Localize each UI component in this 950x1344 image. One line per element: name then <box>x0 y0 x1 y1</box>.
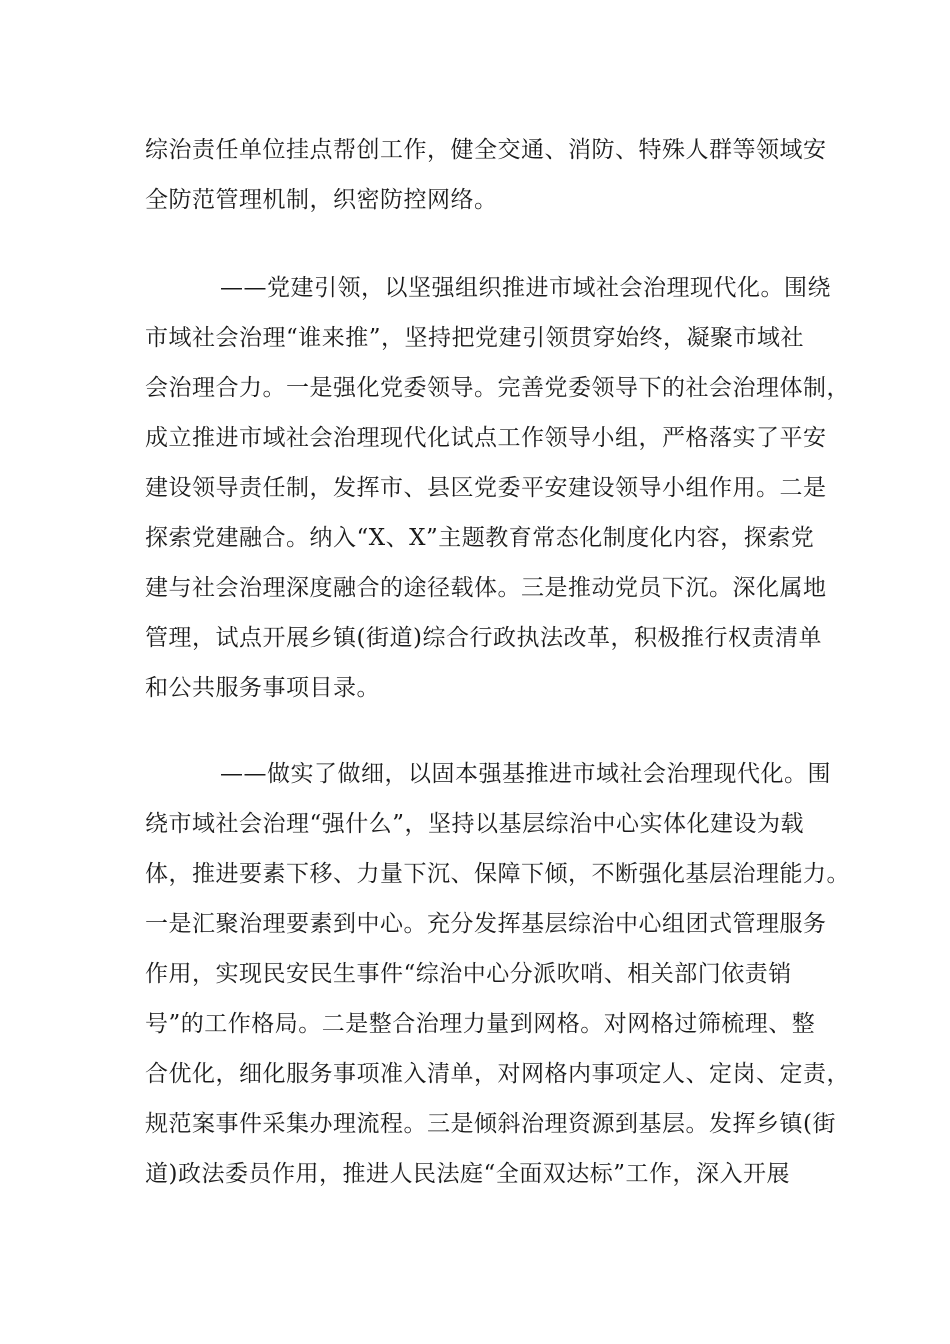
text-line: 综治责任单位挂点帮创工作，健全交通、消防、特殊人群等领域安 <box>145 137 827 163</box>
text-line: 建设领导责任制，发挥市、县区党委平安建设领导小组作用。二是 <box>145 475 827 501</box>
paragraph-heading-line: ——党建引领，以坚强组织推进市域社会治理现代化。围绕 <box>220 275 831 301</box>
paragraph-heading-line: ——做实了做细，以固本强基推进市域社会治理现代化。围 <box>220 761 831 787</box>
text-line: 建与社会治理深度融合的途径载体。三是推动党员下沉。深化属地 <box>145 575 827 601</box>
text-line: 规范案事件采集办理流程。三是倾斜治理资源到基层。发挥乡镇(街 <box>145 1111 836 1137</box>
text-line: 和公共服务事项目录。 <box>145 675 380 701</box>
text-line: 全防范管理机制，织密防控网络。 <box>145 187 498 213</box>
text-line: 市域社会治理“谁来推”，坚持把党建引领贯穿始终，凝聚市域社 <box>145 325 805 351</box>
text-line: 绕市域社会治理“强什么”，坚持以基层综治中心实体化建设为载 <box>145 811 805 837</box>
text-line: 成立推进市域社会治理现代化试点工作领导小组，严格落实了平安 <box>145 425 827 451</box>
text-line: 会治理合力。一是强化党委领导。完善党委领导下的社会治理体制， <box>145 375 850 401</box>
text-line: 作用，实现民安民生事件“综治中心分派吹哨、相关部门依责销 <box>145 961 792 987</box>
text-line: 道)政法委员作用，推进人民法庭“全面双达标”工作，深入开展 <box>145 1161 790 1187</box>
text-line: 一是汇聚治理要素到中心。充分发挥基层综治中心组团式管理服务 <box>145 911 827 937</box>
text-line: 探索党建融合。纳入“X、X”主题教育常态化制度化内容，探索党 <box>145 525 815 551</box>
text-line: 体，推进要素下移、力量下沉、保障下倾，不断强化基层治理能力。 <box>145 861 850 887</box>
text-line: 合优化，细化服务事项准入清单，对网格内事项定人、定岗、定责， <box>145 1061 850 1087</box>
text-line: 管理，试点开展乡镇(街道)综合行政执法改革，积极推行权责清单 <box>145 625 822 651</box>
text-line: 号”的工作格局。二是整合治理力量到网格。对网格过筛梳理、整 <box>145 1011 816 1037</box>
